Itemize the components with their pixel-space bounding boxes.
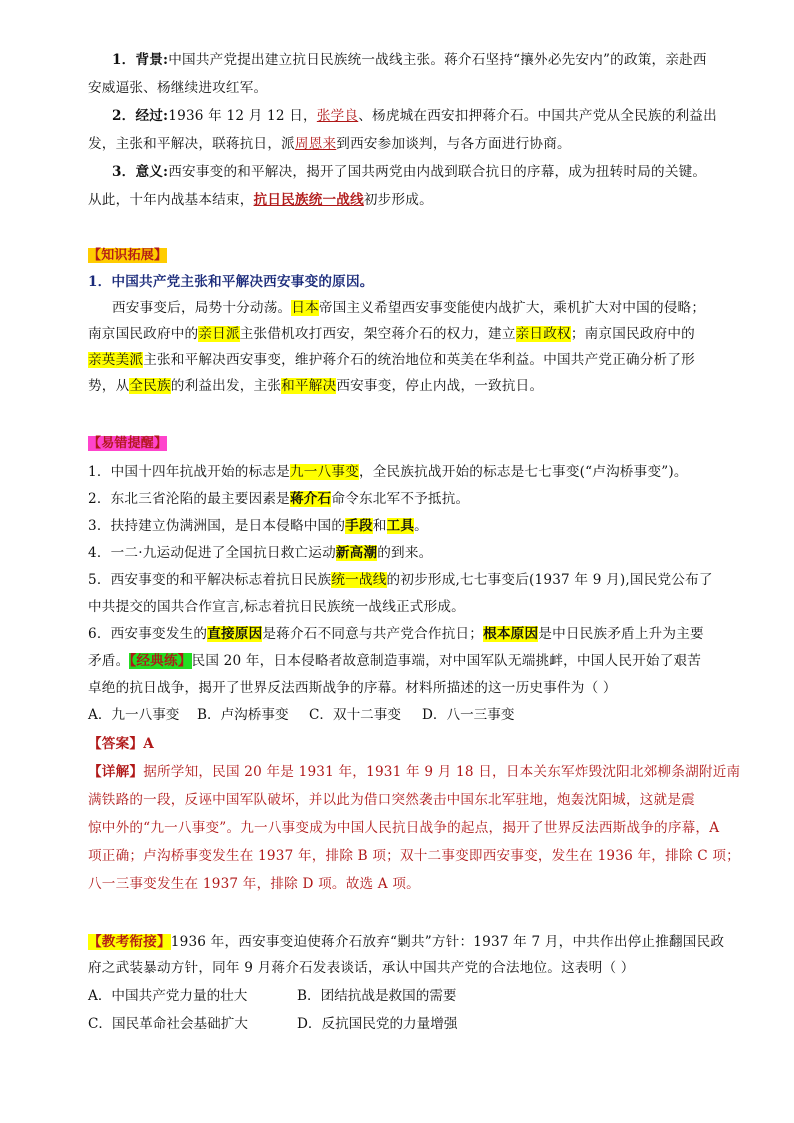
text: 的初步形成,七七事变后(1937 年 9 月),国民党公布了 — [386, 572, 713, 588]
text: 矛盾。 — [88, 653, 130, 669]
keyword-chiang-kai-shek: 蒋介石 — [289, 491, 332, 507]
mistake-item-2 — [88, 489, 469, 509]
text: 主张和平解决西安事变，维护蒋介石的统治地位和英美在华利益。中国共产党正确分析了形 — [143, 352, 695, 368]
mistake-item-6-cont — [88, 651, 701, 671]
keyword-root-cause: 根本原因 — [483, 626, 539, 642]
detail-line-1 — [88, 762, 740, 782]
detail-line-3: 惊中外的“九一八事变”。九一八事变成为中国人民抗日战争的起点，揭开了世界反法西斯战争的序幕，A — [88, 820, 720, 836]
detail-line-5: 八一三事变发生在 1937 年，排除 D 项。故选 A 项。 — [88, 876, 420, 892]
mistake-item-5-cont — [88, 597, 465, 617]
exam-link-question-cont: 府之武装暴动方针，同年 9 月蒋介石发表谈话，承认中国共产党的合法地位。这表明（ ） — [88, 960, 635, 976]
point-text: 安威逼张、杨继续进攻红军。 — [88, 80, 268, 96]
text: 和 — [372, 518, 387, 534]
detail-line-4: 项正确；卢沟桥事变发生在 1937 年，排除 B 项；双十二事变即西安事变，发生在 1936 年，排除 C 项； — [88, 848, 740, 864]
knowledge-line-1 — [112, 298, 705, 318]
exam-option-b[interactable]: B．团结抗战是救国的需要 — [297, 988, 457, 1004]
text: 主张借机攻打西安，架空蒋介石的权力，建立 — [239, 326, 516, 342]
text: 西安事变，停止内战，一致抗日。 — [336, 378, 544, 394]
mistake-reminder-heading — [88, 434, 167, 454]
text: 的利益出发，主张 — [170, 378, 282, 394]
text: 4．一二·九运动促进了全国抗日救亡运动 — [88, 545, 336, 561]
background-point-2 — [112, 106, 717, 126]
mistake-item-1 — [88, 462, 688, 482]
knowledge-extension-question: 1．中国共产党主张和平解决西安事变的原因。 — [88, 274, 374, 290]
text: 2．东北三省沦陷的最主要因素是 — [88, 491, 290, 507]
point-text: 从此，十年内战基本结束， — [88, 192, 254, 208]
detail-text: 据所学知，民国 20 年是 1931 年，1931 年 9 月 18 日，日本关东军炸毁沈阳北郊柳条湖附近南 — [143, 764, 741, 780]
keyword-zhang-xueliang: 张学良 — [316, 108, 359, 124]
exam-option-a[interactable]: A．中国共产党力量的壮大 — [88, 988, 248, 1004]
keyword-918-incident: 九一八事变 — [289, 464, 359, 480]
keyword-pro-japan-faction: 亲日派 — [198, 326, 240, 342]
background-point-3-cont — [88, 190, 433, 210]
background-point-3 — [112, 162, 706, 182]
answer-tag: 【答案】 — [88, 736, 144, 752]
mistake-item-5 — [88, 570, 713, 590]
text: ；南京国民政府中的 — [570, 326, 695, 342]
answer-line — [88, 734, 154, 754]
point-text: 、杨虎城在西安扣押蒋介石。中国共产党从全民族的利益出 — [358, 108, 717, 124]
classic-practice-tag: 【经典练】 — [129, 653, 192, 669]
text: 南京国民政府中的 — [88, 326, 199, 342]
keyword-whole-nation: 全民族 — [129, 378, 171, 394]
question-text: 民国 20 年，日本侵略者故意制造事端，对中国军队无端挑衅，中国人民开始了艰苦 — [191, 653, 702, 669]
question-text: 卓绝的抗日战争，揭开了世界反法西斯战争的序幕。材料所描述的这一历史事件为（ ） — [88, 680, 617, 696]
text: 。 — [414, 518, 428, 534]
classic-question-cont — [88, 678, 617, 698]
option-b[interactable]: B．卢沟桥事变 — [197, 707, 289, 723]
exam-option-d[interactable]: D．反抗国民党的力量增强 — [297, 1016, 458, 1032]
knowledge-line-4 — [88, 376, 543, 396]
option-d[interactable]: D．八一三事变 — [422, 707, 515, 723]
point-text: 发，主张和平解决，联蒋抗日，派 — [88, 136, 295, 152]
keyword-japan: 日本 — [291, 300, 319, 316]
keyword-new-upsurge: 新高潮 — [335, 545, 378, 561]
keyword-means: 手段 — [345, 518, 373, 534]
text: 的到来。 — [377, 545, 433, 561]
point-text: 西安事变的和平解决，揭开了国共两党由内战到联合抗日的序幕，成为扭转时局的关键。 — [168, 164, 707, 180]
detail-tag: 【详解】 — [88, 764, 144, 780]
option-c[interactable]: C．双十二事变 — [309, 707, 401, 723]
text: 是蒋介石不同意与共产党合作抗日； — [262, 626, 484, 642]
text: ，全民族抗战开始的标志是七七事变(“卢沟桥事变”)。 — [358, 464, 688, 480]
knowledge-line-2 — [88, 324, 695, 344]
knowledge-extension-heading — [88, 246, 167, 266]
mistake-item-3 — [88, 516, 428, 536]
exam-link-tag: 【教考衔接】 — [88, 934, 171, 950]
detail-line-2: 满铁路的一段，反诬中国军队破坏，并以此为借口突然袭击中国东北军驻地，炮轰沈阳城，这就是震 — [88, 792, 695, 808]
keyword-united-front: 抗日民族统一战线 — [253, 192, 364, 208]
point-text: 到西安参加谈判，与各方面进行协商。 — [336, 136, 571, 152]
text: 6．西安事变发生的 — [88, 626, 208, 642]
background-point-1-cont — [88, 78, 267, 98]
point-label: 2．经过: — [112, 108, 169, 124]
point-text: 1936 年 12 月 12 日， — [168, 108, 317, 124]
keyword-direct-cause: 直接原因 — [207, 626, 263, 642]
option-a[interactable]: A．九一八事变 — [88, 707, 180, 723]
knowledge-line-3 — [88, 350, 695, 370]
text: 势，从 — [88, 378, 130, 394]
text: 1．中国十四年抗战开始的标志是 — [88, 464, 290, 480]
exam-link-question — [88, 932, 724, 952]
mistake-reminder-tag: 【易错提醒】 — [88, 436, 168, 451]
text: 3．扶持建立伪满洲国，是日本侵略中国的 — [88, 518, 346, 534]
answer-value: A — [143, 736, 154, 752]
exam-option-c[interactable]: C．国民革命社会基础扩大 — [88, 1016, 248, 1032]
text: 命令东北军不予抵抗。 — [331, 491, 470, 507]
point-label: 3．意义: — [112, 164, 169, 180]
keyword-pro-anglo-american: 亲英美派 — [88, 352, 144, 368]
text: 中共提交的国共合作宣言,标志着抗日民族统一战线正式形成。 — [88, 599, 465, 615]
text: 西安事变后，局势十分动荡。 — [112, 300, 292, 316]
text: 是中日民族矛盾上升为主要 — [538, 626, 704, 642]
keyword-tool: 工具 — [386, 518, 415, 534]
mistake-item-4 — [88, 543, 432, 563]
keyword-pro-japan-regime: 亲日政权 — [515, 326, 571, 342]
point-text: 初步形成。 — [363, 192, 433, 208]
text: 5．西安事变的和平解决标志着抗日民族 — [88, 572, 332, 588]
mistake-item-6 — [88, 624, 704, 644]
keyword-peaceful-resolution: 和平解决 — [281, 378, 337, 394]
point-text: 中国共产党提出建立抗日民族统一战线主张。蒋介石坚持“攘外必先安内”的政策，亲赴西 — [168, 52, 707, 68]
question-text: 1936 年，西安事变迫使蒋介石放弃“剿共”方针：1937 年 7 月，中共作出停止推翻国民政 — [170, 934, 725, 950]
background-point-1 — [112, 50, 707, 70]
background-point-2-cont — [88, 134, 571, 154]
keyword-zhou-enlai: 周恩来 — [294, 136, 337, 152]
keyword-united-front: 统一战线 — [331, 572, 387, 588]
knowledge-extension-tag: 【知识拓展】 — [88, 248, 168, 263]
text: 帝国主义希望西安事变能使内战扩大，乘机扩大对中国的侵略； — [318, 300, 706, 316]
point-label: 1．背景: — [112, 52, 169, 68]
